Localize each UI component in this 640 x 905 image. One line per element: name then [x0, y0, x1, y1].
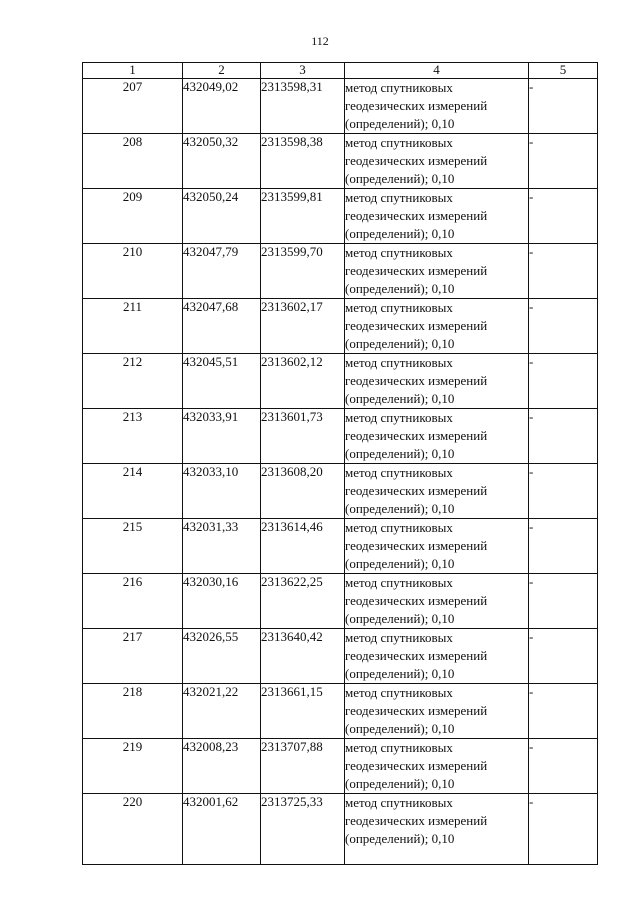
- point-number-cell: 218: [83, 684, 183, 739]
- method-text-line: метод спутниковых: [345, 630, 453, 645]
- note-cell: -: [529, 574, 598, 629]
- method-text-line: метод спутниковых: [345, 190, 453, 205]
- point-number-cell: 211: [83, 299, 183, 354]
- column-header-3: 3: [261, 63, 345, 79]
- method-text-line: (определений); 0,10: [345, 446, 455, 461]
- method-text-line: метод спутниковых: [345, 355, 453, 370]
- method-text-line: метод спутниковых: [345, 135, 453, 150]
- method-text-line: геодезических измерений: [345, 483, 488, 498]
- note-cell: -: [529, 519, 598, 574]
- method-text-line: геодезических измерений: [345, 263, 488, 278]
- table-header: [83, 63, 598, 79]
- method-cell: [345, 79, 529, 134]
- note-cell: -: [529, 464, 598, 519]
- method-text-line: геодезических измерений: [345, 373, 488, 388]
- method-text-line: геодезических измерений: [345, 648, 488, 663]
- method-text-line: (определений); 0,10: [345, 831, 455, 846]
- x-coordinate-cell: 432030,16: [183, 574, 261, 629]
- point-number-cell: 219: [83, 739, 183, 794]
- table-row: [83, 134, 598, 189]
- method-text-line: (определений); 0,10: [345, 666, 455, 681]
- note-cell: -: [529, 79, 598, 134]
- point-number-cell: 209: [83, 189, 183, 244]
- x-coordinate-cell: 432026,55: [183, 629, 261, 684]
- method-text-line: геодезических измерений: [345, 538, 488, 553]
- note-cell: -: [529, 354, 598, 409]
- method-cell: [345, 684, 529, 739]
- note-cell: -: [529, 244, 598, 299]
- y-coordinate-cell: 2313602,12: [261, 354, 345, 409]
- method-cell: [345, 189, 529, 244]
- point-number-cell: 213: [83, 409, 183, 464]
- method-text-line: (определений); 0,10: [345, 116, 455, 131]
- note-cell: -: [529, 629, 598, 684]
- x-coordinate-cell: 432033,10: [183, 464, 261, 519]
- method-text-line: (определений); 0,10: [345, 281, 455, 296]
- x-coordinate-cell: 432001,62: [183, 794, 261, 865]
- method-text-line: метод спутниковых: [345, 245, 453, 260]
- y-coordinate-cell: 2313598,31: [261, 79, 345, 134]
- y-coordinate-cell: 2313661,15: [261, 684, 345, 739]
- x-coordinate-cell: 432049,02: [183, 79, 261, 134]
- method-cell: [345, 354, 529, 409]
- y-coordinate-cell: 2313608,20: [261, 464, 345, 519]
- table-body: [83, 79, 598, 865]
- method-text-line: метод спутниковых: [345, 740, 453, 755]
- column-header-4: 4: [345, 63, 529, 79]
- table-row: [83, 354, 598, 409]
- point-number-cell: 210: [83, 244, 183, 299]
- y-coordinate-cell: 2313622,25: [261, 574, 345, 629]
- note-cell: -: [529, 189, 598, 244]
- x-coordinate-cell: 432047,79: [183, 244, 261, 299]
- method-text-line: геодезических измерений: [345, 428, 488, 443]
- note-cell: -: [529, 739, 598, 794]
- method-text-line: (определений); 0,10: [345, 776, 455, 791]
- x-coordinate-cell: 432021,22: [183, 684, 261, 739]
- y-coordinate-cell: 2313707,88: [261, 739, 345, 794]
- method-text-line: геодезических измерений: [345, 703, 488, 718]
- point-number-cell: 216: [83, 574, 183, 629]
- method-cell: [345, 739, 529, 794]
- x-coordinate-cell: 432008,23: [183, 739, 261, 794]
- note-cell: -: [529, 409, 598, 464]
- method-text-line: метод спутниковых: [345, 300, 453, 315]
- y-coordinate-cell: 2313614,46: [261, 519, 345, 574]
- x-coordinate-cell: 432031,33: [183, 519, 261, 574]
- point-number-cell: 215: [83, 519, 183, 574]
- table-row: [83, 464, 598, 519]
- table-row: [83, 244, 598, 299]
- table-row: [83, 574, 598, 629]
- note-cell: -: [529, 134, 598, 189]
- method-cell: [345, 629, 529, 684]
- method-text-line: метод спутниковых: [345, 410, 453, 425]
- x-coordinate-cell: 432050,32: [183, 134, 261, 189]
- method-text-line: геодезических измерений: [345, 758, 488, 773]
- column-header-2: 2: [183, 63, 261, 79]
- y-coordinate-cell: 2313640,42: [261, 629, 345, 684]
- method-text-line: (определений); 0,10: [345, 556, 455, 571]
- table-row: [83, 684, 598, 739]
- method-text-line: (определений); 0,10: [345, 501, 455, 516]
- table-row: [83, 189, 598, 244]
- method-text-line: метод спутниковых: [345, 520, 453, 535]
- method-text-line: (определений); 0,10: [345, 611, 455, 626]
- note-cell: -: [529, 794, 598, 865]
- note-cell: -: [529, 684, 598, 739]
- table-row: [83, 629, 598, 684]
- method-text-line: геодезических измерений: [345, 153, 488, 168]
- column-header-5: 5: [529, 63, 598, 79]
- table-row: [83, 299, 598, 354]
- method-text-line: геодезических измерений: [345, 813, 488, 828]
- table-row: [83, 519, 598, 574]
- header-row: [83, 63, 598, 79]
- y-coordinate-cell: 2313601,73: [261, 409, 345, 464]
- method-text-line: (определений); 0,10: [345, 721, 455, 736]
- column-header-1: 1: [83, 63, 183, 79]
- table-row: [83, 794, 598, 865]
- point-number-cell: 208: [83, 134, 183, 189]
- table-row: [83, 79, 598, 134]
- method-text-line: (определений); 0,10: [345, 226, 455, 241]
- method-text-line: метод спутниковых: [345, 575, 453, 590]
- method-text-line: (определений); 0,10: [345, 171, 455, 186]
- y-coordinate-cell: 2313725,33: [261, 794, 345, 865]
- method-text-line: геодезических измерений: [345, 98, 488, 113]
- y-coordinate-cell: 2313599,81: [261, 189, 345, 244]
- method-text-line: метод спутниковых: [345, 795, 453, 810]
- method-text-line: геодезических измерений: [345, 208, 488, 223]
- method-text-line: метод спутниковых: [345, 465, 453, 480]
- method-text-line: геодезических измерений: [345, 318, 488, 333]
- point-number-cell: 212: [83, 354, 183, 409]
- method-text-line: (определений); 0,10: [345, 336, 455, 351]
- x-coordinate-cell: 432033,91: [183, 409, 261, 464]
- method-cell: [345, 409, 529, 464]
- coordinates-table: [82, 62, 598, 865]
- note-cell: -: [529, 299, 598, 354]
- point-number-cell: 220: [83, 794, 183, 865]
- x-coordinate-cell: 432047,68: [183, 299, 261, 354]
- x-coordinate-cell: 432050,24: [183, 189, 261, 244]
- y-coordinate-cell: 2313602,17: [261, 299, 345, 354]
- table-row: [83, 409, 598, 464]
- point-number-cell: 207: [83, 79, 183, 134]
- method-text-line: метод спутниковых: [345, 80, 453, 95]
- y-coordinate-cell: 2313599,70: [261, 244, 345, 299]
- method-cell: [345, 134, 529, 189]
- y-coordinate-cell: 2313598,38: [261, 134, 345, 189]
- x-coordinate-cell: 432045,51: [183, 354, 261, 409]
- method-cell: [345, 244, 529, 299]
- page-number: 112: [311, 34, 329, 48]
- table-row: [83, 739, 598, 794]
- method-cell: [345, 794, 529, 865]
- point-number-cell: 217: [83, 629, 183, 684]
- point-number-cell: 214: [83, 464, 183, 519]
- method-text-line: метод спутниковых: [345, 685, 453, 700]
- method-cell: [345, 299, 529, 354]
- method-cell: [345, 574, 529, 629]
- method-cell: [345, 519, 529, 574]
- method-cell: [345, 464, 529, 519]
- method-text-line: геодезических измерений: [345, 593, 488, 608]
- method-text-line: (определений); 0,10: [345, 391, 455, 406]
